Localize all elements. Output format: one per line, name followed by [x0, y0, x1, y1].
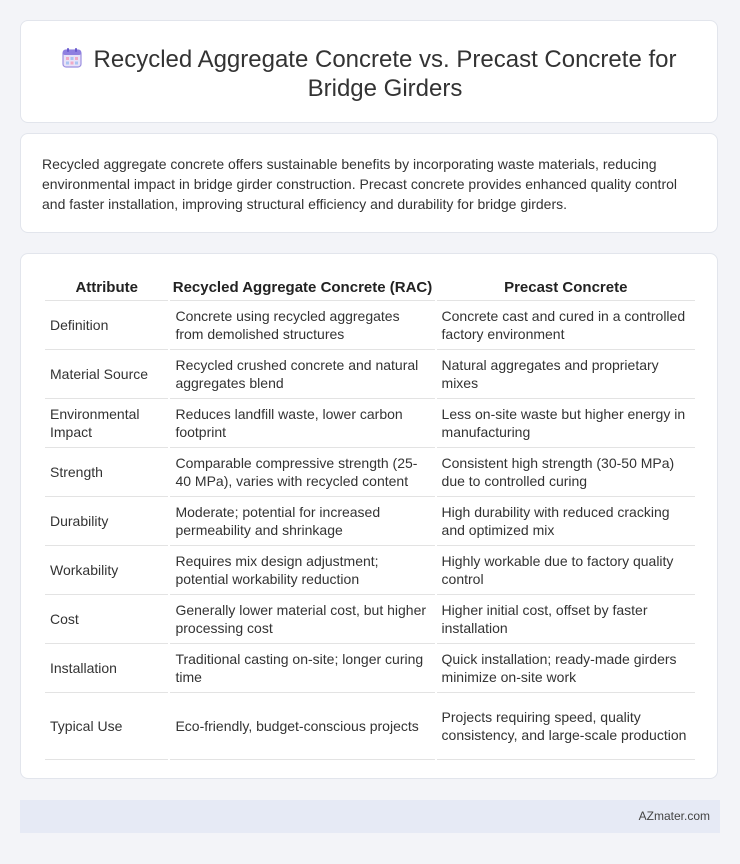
row-rac: Comparable compressive strength (25-40 MPa), varies with recycled content	[170, 448, 434, 497]
table-row	[45, 497, 695, 546]
row-rac: Requires mix design adjustment; potential workability reduction	[170, 546, 434, 595]
row-attribute: Environmental Impact	[45, 399, 168, 448]
footer-bar	[20, 800, 720, 833]
row-precast: Quick installation; ready-made girders minimize on-site work	[437, 644, 695, 693]
intro-card	[20, 133, 718, 233]
table-row	[45, 546, 695, 595]
row-precast: High durability with reduced cracking and optimized mix	[437, 497, 695, 546]
row-rac: Traditional casting on-site; longer curing time	[170, 644, 434, 693]
table-row	[45, 350, 695, 399]
comparison-card	[20, 253, 718, 779]
row-precast: Natural aggregates and proprietary mixes	[437, 350, 695, 399]
row-rac: Recycled crushed concrete and natural aggregates blend	[170, 350, 434, 399]
row-attribute: Installation	[45, 644, 168, 693]
row-rac: Reduces landfill waste, lower carbon footprint	[170, 399, 434, 448]
row-rac: Concrete using recycled aggregates from demolished structures	[170, 301, 434, 350]
row-precast: Highly workable due to factory quality control	[437, 546, 695, 595]
row-attribute: Material Source	[45, 350, 168, 399]
row-rac: Generally lower material cost, but higher processing cost	[170, 595, 434, 644]
comparison-table	[43, 276, 697, 760]
row-precast: Less on-site waste but higher energy in manufacturing	[437, 399, 695, 448]
row-rac: Moderate; potential for increased permeability and shrinkage	[170, 497, 434, 546]
row-attribute: Strength	[45, 448, 168, 497]
row-precast: Higher initial cost, offset by faster installation	[437, 595, 695, 644]
row-attribute: Typical Use	[45, 693, 168, 760]
table-row	[45, 595, 695, 644]
header-rac: Recycled Aggregate Concrete (RAC)	[170, 276, 434, 301]
table-row	[45, 301, 695, 350]
row-attribute: Workability	[45, 546, 168, 595]
table-row	[45, 693, 695, 760]
row-rac: Eco-friendly, budget-conscious projects	[170, 693, 434, 760]
row-precast: Consistent high strength (30-50 MPa) due to controlled curing	[437, 448, 695, 497]
table-row	[45, 644, 695, 693]
row-precast: Projects requiring speed, quality consistency, and large-scale production	[437, 693, 695, 760]
header-attribute: Attribute	[45, 276, 168, 301]
row-attribute: Durability	[45, 497, 168, 546]
intro-paragraph: Recycled aggregate concrete offers sustainable benefits by incorporating waste materials, reducing environmental impact in bridge girder construction. Precast concrete provides enhanced quality control and faster installation, improving structural efficiency and durability for bridge girders.	[42, 156, 678, 212]
table-row	[45, 399, 695, 448]
row-attribute: Definition	[45, 301, 168, 350]
header-precast: Precast Concrete	[437, 276, 695, 301]
page-title: Recycled Aggregate Concrete vs. Precast Concrete for Bridge Girders	[93, 46, 677, 102]
title-card	[20, 20, 718, 123]
table-header-row	[45, 276, 695, 301]
row-attribute: Cost	[45, 595, 168, 644]
table-row	[45, 448, 695, 497]
footer-brand: AZmater.com	[638, 809, 710, 823]
row-precast: Concrete cast and cured in a controlled factory environment	[437, 301, 695, 350]
